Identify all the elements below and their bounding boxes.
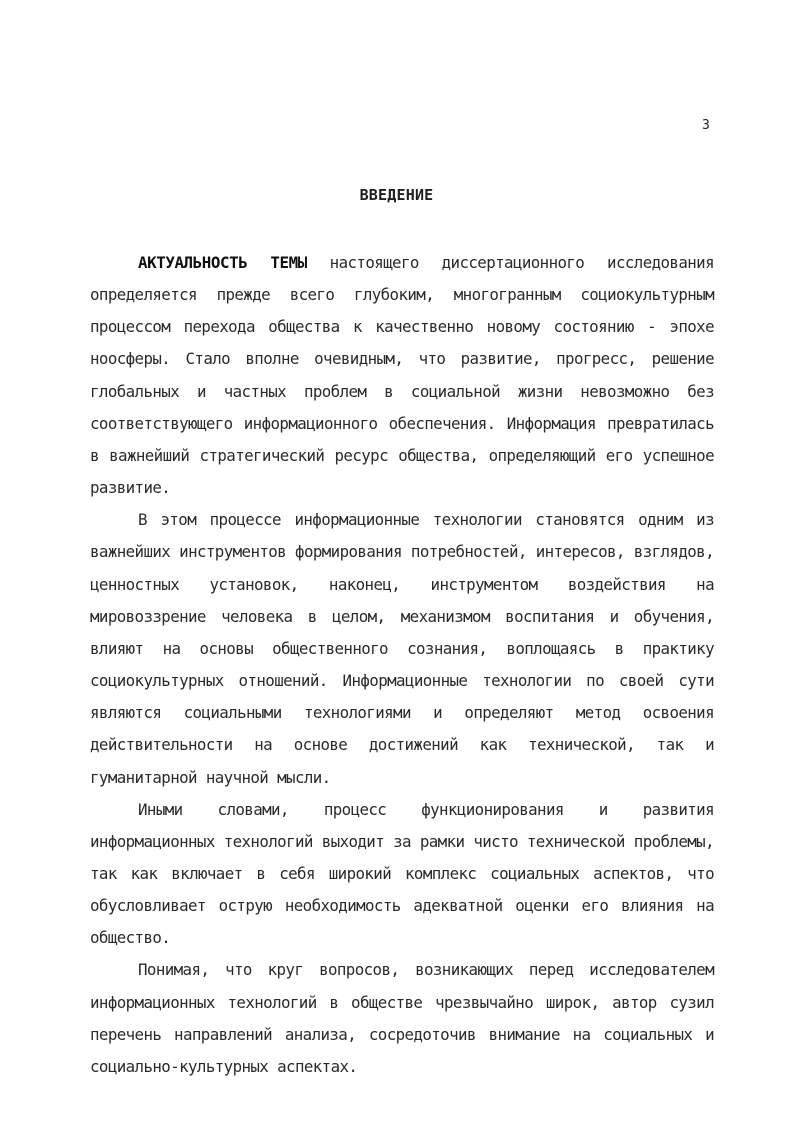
paragraph-in-other-words: Иными словами, процесс функционирования и развития информационных технологий выходит за рамки чисто технической проблемы, так как включает в себя широкий комплекс социальных аспектов, что обусловливает острую необходимость адекватной оценки его влияния на общество. (90, 799, 714, 948)
page-number: 3 (702, 118, 710, 133)
paragraph-information-technologies: В этом процессе информационные технологии становятся одним из важнейших инструментов формирования потребностей, интересов, взглядов, ценностных установок, наконец, инструментом воздействия на мировоззрение человека в целом, механизмом воспитания и обучения, влияют на основы общественного сознания, воплощаясь в практику социокультурных отношений. Информационные технологии по своей сути являются социальными технологиями и определяют метод освоения действительности на основе достижений как технической, так и гуманитарной научной мысли. (90, 510, 714, 787)
document-body (90, 247, 714, 1083)
relevance-keyword: АКТУАЛЬНОСТЬ ТЕМЫ (138, 253, 307, 272)
paragraph-relevance (90, 247, 714, 504)
paragraph-scope: Понимая, что круг вопросов, возникающих перед исследователем информационных технологий в обществе чрезвычайно широк, автор сузил перечень направлений анализа, сосредоточив внимание на социальных и социально-культурных аспектах. (90, 960, 714, 1076)
section-heading: ВВЕДЕНИЕ (359, 186, 434, 204)
paragraph-text: настоящего диссертационного исследования определяется прежде всего глубоким, многогранным социокультурным процессом перехода общества к качественно новому состоянию - эпохе ноосферы. Стало вполне очевидным, что развитие, прогресс, решение глобальных и частных проблем в социальной жизни невозможно без соответствующего информационного обеспечения. Информация превратилась в важнейший стратегический ресурс общества, определяющий его успешное развитие. (90, 253, 714, 498)
